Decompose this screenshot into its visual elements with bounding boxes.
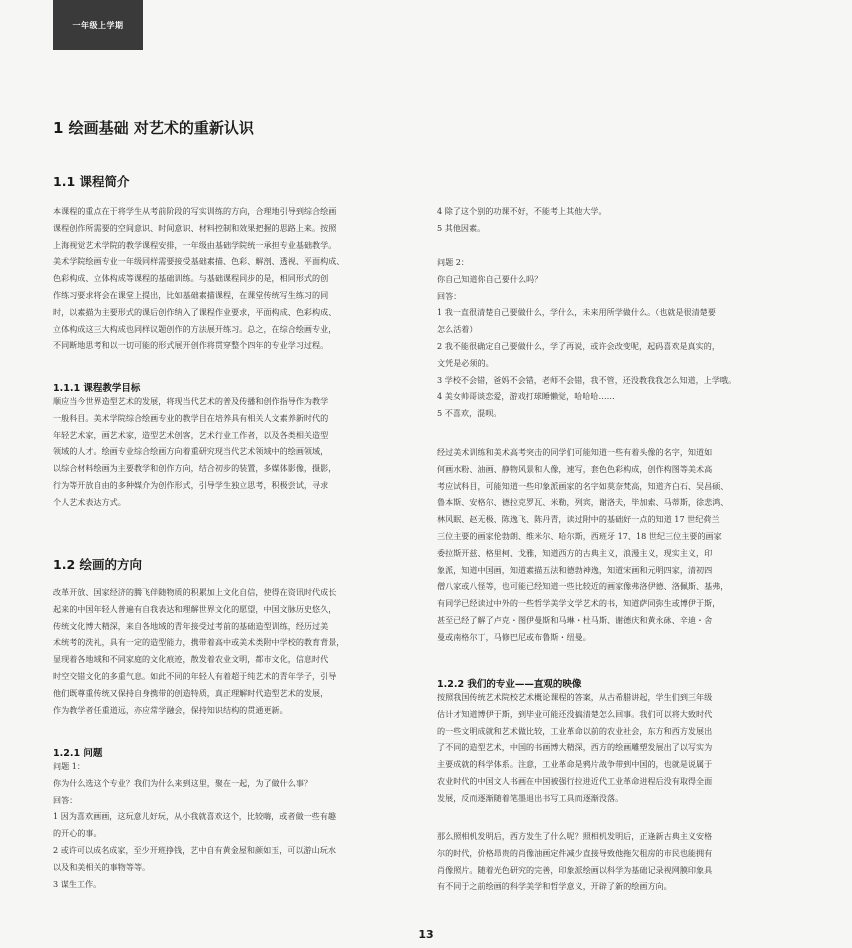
- section-1-1-body: 本课程的重点在于将学生从考前阶段的写实训练的方向，合理地引导到综合绘画 课程创作所需要的空间意识、时间意识、材料控制和效果把握的思路上来。按照 上海视觉艺术学院的教学课程安排，一年级由基础学院统一承担专业基础教学。 美术学院绘画专业一年级同样需要接受基础素描、色彩、解剖、透视、平面构成、 色彩构成、立体构成等课程的基础训练。与基础课程同步的是，相同形式的创 作练习要求将会在课堂上提出，比如基础素描课程，在课堂传统写生练习的同 时，以素描为主要形式的课后创作纳入了课程作业要求，平面构成、色彩构成、 立体构成这三大构成也同样议题创作的方法展开练习。总之，在综合绘画专业， 不同断地思考和以一切可能的形式展开创作将贯穿整个四年的专业学习过程。: [53, 206, 345, 351]
- semester-tag: 一年级上学期: [53, 0, 143, 50]
- section-heading-1-1: 1.1 课程简介: [53, 174, 130, 189]
- students-knowledge-paragraph: 经过美术训练和美术高考突击的同学们可能知道一些有着头像的名字，知道如 何画水粉、油画、静物风景和人像，速写，套色色彩构成，创作构图等美术高 考应试科目，可能知道一些印象派画家的名字如莫奈梵高，知道齐白石、吴昌硕、 鲁本斯、安格尔、德拉克罗瓦、米勒，列宾，谢洛夫，毕加索、马蒂斯，徐悲鸿、 林风眠、赵无极、陈逸飞、陈丹青，读过附中的基础好一点的知道 17 世纪荷兰 三位主要的画家伦勃朗、维米尔、哈尔斯，西班牙 17、18 世纪三位主要的画家 委拉斯开兹、格里柯、戈雅，知道西方的古典主义，浪漫主义，现实主义，印 象派，知道中国画，知道素描五法和德勃神逸，知道宋画和元明四家，清初四 僧八家或八怪等，也可能已经知道一些比较近的画家像弗洛伊德、洛佩斯、基弗， 有同学已经读过中外的一些哲学美学文学艺术的书，知道萨同弥生或博伊于斯， 甚至已经了解了卢克・图伊曼斯和马琳・杜马斯、谢德庆和黄永砯、辛迪・舍 曼或南格尔丁，马修巴尼或布鲁斯・纽曼。: [437, 447, 729, 642]
- section-1-2-body: 改革开放、国家经济的腾飞伴随物质的积累加上文化自信，使得在资讯时代成长 起来的中国年轻人普遍有自我表达和理解世界文化的愿望，中国文脉历史悠久， 传统文化博大精深，来自各地域的青年接受过考前的基础造型训练，经历过美 术统考的洗礼，具有一定的造型能力，携带着高中或美术类附中学校的教育背景， 显现着各地域和不同家庭的文化痕迹，散发着农业文明，都市文化，信息时代 时空交错文化的多重气息。如此不同的年轻人有着超于纯艺术的青年学子，引导 他们既尊重传统又保持自身携带的创造特质，真正理解时代造型艺术的发展， 作为教学者任重道远，亦应常学融会，保持知识结构的贯通更新。: [53, 587, 345, 715]
- section-heading-1-2-2: 1.2.2 我们的专业——直观的映像: [437, 679, 582, 690]
- question-2-block: 问题 2： 你自己知道你自己要什么吗？ 回答： 1 我一直很清楚自己要做什么，学什么，未来用所学做什么。（也就是很清楚要 怎么活着） 2 我不能很确定自己要做什么，学了再说，或许会改变呢，起码喜欢是真实的， 文凭是必须的。 3 学校不会错，爸妈不会错，老师不会错，我不管，还没教我我怎么知道，上学哦。 4 美女帅哥谈恋爱，游戏打球睡懒觉，哈哈哈…… 5 不喜欢，混呗。: [437, 257, 737, 419]
- camera-invention-paragraph: 那么照相机发明后，西方发生了什么呢？照相机发明后，正逢新古典主义安格 尔的时代，价格昂贵的肖像油画定件减少直接导致他拖欠租房的市民也能拥有 肖像照片。随着光色研究的完善，印象派绘画以科学为基础记录视网膜印象具 有不同于之前绘画的科学美学和哲学意义，开辟了新的绘画方向。: [437, 831, 713, 892]
- chapter-title: 1 绘画基础 对艺术的重新认识: [53, 119, 254, 137]
- section-1-2-1-body: 问题 1： 你为什么选这个专业？我们为什么来到这里，聚在一起，为了做什么事？ 回答： 1 因为喜欢画画，这玩意儿好玩，从小我就喜欢这个，比较嗨，或者做一些有趣 的开心的事。 2 或许可以成名成家，至少开班挣钱，艺中自有黄金屋和颜如玉，可以游山玩水 以及和美相关的事物等等。 3 谋生工作。: [53, 761, 336, 889]
- section-1-2-2-body: 按照我国传统艺术院校艺术概论课程的答案，从古希腊讲起，学生们到三年级 估计才知道博伊于斯，到毕业可能还没搞清楚怎么回事。我们可以将大致时代 的一些文明成就和艺术做比较，工业革命以前的农业社会，东方和西方发展出 了不同的造型艺术，中国的书画博大精深，西方的绘画雕塑发展出了以写实为 主要成就的科学体系。注意，工业革命是鸦片战争带到中国的，也就是说属于 农业时代的中国文人书画在中国被强行拉进近代工业革命进程后没有取得全面 发展，反而逐渐随着笔墨退出书写工具而逐渐没落。: [437, 692, 713, 803]
- section-1-1-1-body: 顺应当今世界造型艺术的发展，将现当代艺术的普及传播和创作指导作为教学 一般科目。美术学院综合绘画专业的教学目在培养具有相关人文素养新时代的 年轻艺术家，画艺术家，造型艺术创客，艺术行业工作者，以及各类相关造型 领域的人才。绘画专业综合绘画方向着重研究现当代艺术领域中的绘画领域， 以综合材料绘画为主要教学和创作方向，结合初步的装置，多媒体影像，摄影， 行为等开放自由的多种媒介为创作形式，引导学生独立思考，积极尝试，寻求 个人艺术表达方式。: [53, 396, 337, 507]
- section-heading-1-2-1: 1.2.1 问题: [53, 748, 103, 759]
- page-number: 13: [418, 928, 434, 941]
- section-heading-1-2: 1.2 绘画的方向: [53, 557, 142, 572]
- section-heading-1-1-1: 1.1.1 课程教学目标: [53, 383, 141, 394]
- right-top-items: 4 除了这个别的功课不好，不能考上其他大学。 5 其他因素。: [437, 206, 607, 233]
